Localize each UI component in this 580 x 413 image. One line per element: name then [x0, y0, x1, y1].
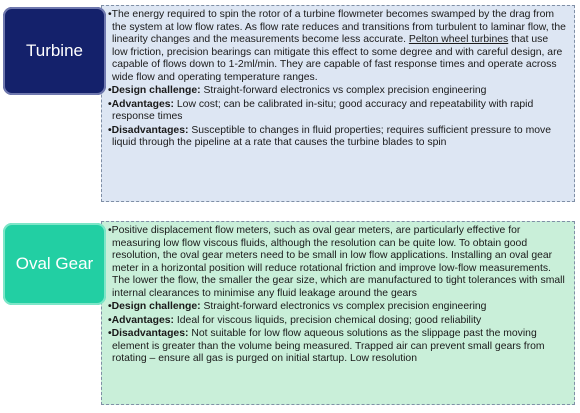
turbine-tab-label: Turbine	[25, 41, 83, 60]
turbine-advantages-text: Low cost; can be calibrated in-situ; good accuracy and repeatability with rapid response times	[112, 98, 534, 122]
oval-gear-design-text: Straight-forward electronics vs complex precision engineering	[200, 301, 487, 312]
oval-gear-advantages-label: •Advantages:	[108, 314, 174, 326]
turbine-disadvantages-text: Susceptible to changes in fluid properties; requires sufficient pressure to move liquid through the pipeline at a rate that causes the turbine blades to spin	[112, 124, 551, 148]
oval-gear-design-label: •Design challenge:	[108, 301, 201, 312]
turbine-disadvantages	[108, 125, 566, 150]
turbine-advantages	[108, 99, 566, 124]
oval-gear-advantages-text: Ideal for viscous liquids, precision chemical dosing; good reliability	[174, 314, 482, 326]
oval-gear-card	[101, 221, 575, 405]
oval-gear-disadvantages	[108, 328, 566, 366]
oval-gear-advantages	[108, 315, 566, 328]
oval-gear-disadvantages-label: •Disadvantages:	[108, 328, 189, 339]
oval-gear-intro: •Positive displacement flow meters, such as oval gear meters, are particularly effective for measuring low flow viscous fluids, although the resolution can be quite low. To obtain good resolution, the oval gear meters need to be small in low flow applications. Installing an oval gear meter in a horizontal position will reduce rotational friction and improve low-flow measurements. The lower the flow, the smaller the gear size, which are manufactured to tight tolerances with small internal clearances to minimise any fluid leakage around the gears	[108, 225, 565, 299]
turbine-design-label: •Design challenge:	[108, 85, 201, 96]
oval-gear-tab	[3, 223, 106, 305]
turbine-advantages-label: •Advantages:	[108, 98, 174, 110]
oval-gear-design-challenge	[108, 301, 566, 314]
pelton-wheel-link[interactable]: Pelton wheel turbines	[408, 34, 509, 45]
turbine-design-challenge	[108, 85, 566, 98]
turbine-card	[101, 5, 575, 202]
turbine-intro	[108, 9, 566, 84]
turbine-disadvantages-label: •Disadvantages:	[108, 124, 189, 136]
oval-gear-disadvantages-text: Not suitable for low flow aqueous solutions as the slippage past the moving element is greater than the volume being measured. Trapped air can prevent small gears from rotating – ensure all gas is purged on initial startup. Low resolution	[112, 328, 545, 364]
turbine-intro-start: •The energy required to spin the rotor of a turbine flowmeter becomes swamped by the drag from the system at low flow rates. As flow rate reduces and transitions from turbulent to laminar flow, the linearity changes and the measurements become less accurate.	[108, 9, 566, 45]
turbine-tab	[3, 7, 106, 95]
oval-gear-tab-label: Oval Gear	[15, 254, 94, 273]
turbine-design-text: Straight-forward electronics vs complex precision engineering	[200, 85, 487, 96]
turbine-intro-end: that use low friction, precision bearings can mitigate this effect to some degree and with careful design, are capable of flows down to 1-2ml/min. They are capable of fast response times and operate across wide flow and operating temperature ranges.	[112, 34, 563, 83]
